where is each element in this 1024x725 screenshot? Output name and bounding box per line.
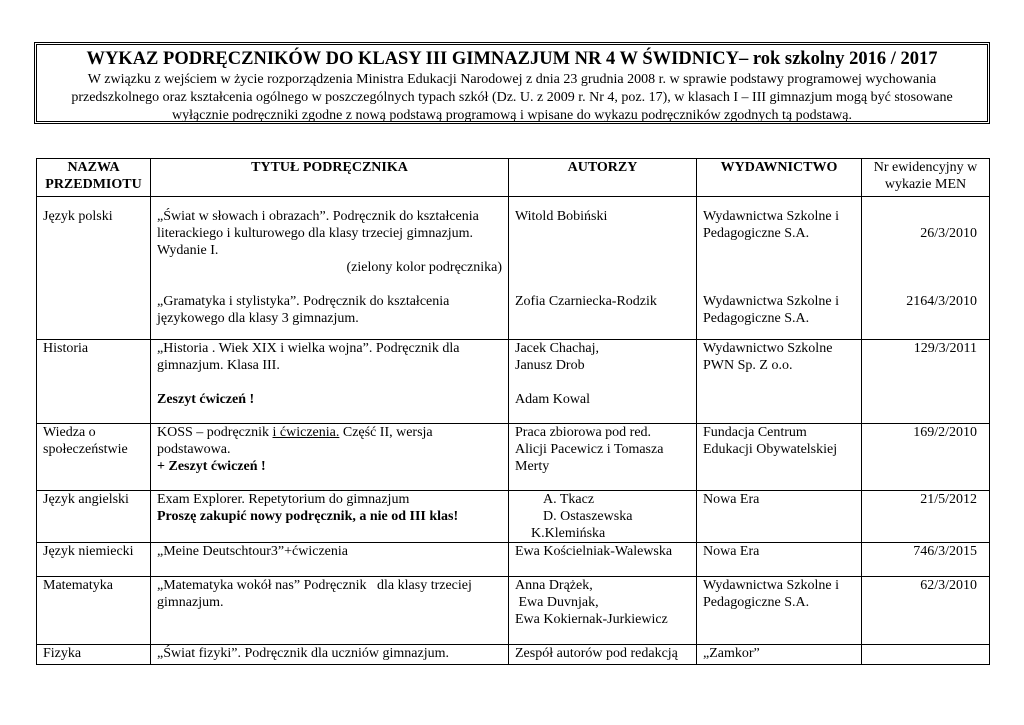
number-cell: 21/5/2012 (862, 491, 990, 543)
subject-cell: Wiedza o społeczeństwie (37, 424, 151, 491)
subject-cell: Język niemiecki (37, 543, 151, 577)
title-cell: Exam Explorer. Repetytorium do gimnazjum Proszę zakupić nowy podręcznik, a nie od III klas! (151, 491, 509, 543)
header-authors: AUTORZY (509, 159, 697, 197)
table-row (37, 424, 990, 491)
publisher-cell: Fundacja Centrum Edukacji Obywatelskiej (697, 424, 862, 491)
table-row (37, 577, 990, 645)
header-subject: NAZWA PRZEDMIOTU (37, 159, 151, 197)
table-row (37, 491, 990, 543)
table-row (37, 340, 990, 424)
publisher-cell: Wydawnictwa Szkolne i Pedagogiczne S.A. (697, 577, 862, 645)
publisher-cell: Nowa Era (697, 543, 862, 577)
table-row (37, 197, 990, 340)
publisher-cell: Wydawnictwa Szkolne i Pedagogiczne S.A. Wydawnictwa Szkolne i Pedagogiczne S.A. (697, 197, 862, 340)
title-cell: „Świat fizyki”. Podręcznik dla uczniów gimnazjum. (151, 645, 509, 665)
list-item: D. Ostaszewska (543, 509, 633, 524)
authors-cell: Witold Bobiński Zofia Czarniecka-Rodzik (509, 197, 697, 340)
authors-cell: Zespół autorów pod redakcją (509, 645, 697, 665)
publisher-cell: Wydawnictwo Szkolne PWN Sp. Z o.o. (697, 340, 862, 424)
header-publisher: WYDAWNICTWO (697, 159, 862, 197)
title-cell: „Historia . Wiek XIX i wielka wojna”. Podręcznik dla gimnazjum. Klasa III. Zeszyt ćwiczeń ! (151, 340, 509, 424)
number-cell: 169/2/2010 (862, 424, 990, 491)
document-title: WYKAZ PODRĘCZNIKÓW DO KLASY III GIMNAZJUM NR 4 W ŚWIDNICY– rok szkolny 2016 / 2017 (86, 49, 938, 69)
textbook-table (36, 158, 990, 665)
subject-cell: Fizyka (37, 645, 151, 665)
authors-cell: Ewa Kościelniak-Walewska (509, 543, 697, 577)
authors-cell: A. Tkacz D. Ostaszewska K.Klemińska (509, 491, 697, 543)
authors-cell: Jacek Chachaj, Janusz Drob Adam Kowal (509, 340, 697, 424)
number-cell: 129/3/2011 (862, 340, 990, 424)
number-cell: 746/3/2015 (862, 543, 990, 577)
title-cell: „Meine Deutschtour3”+ćwiczenia (151, 543, 509, 577)
intro-line: przedszkolnego oraz kształcenia ogólnego w poszczególnych typach szkół (Dz. U. z 2009 r. Nr 4, poz. 17), w klasach I – III gimnazjum mogą być stosowane (71, 90, 953, 105)
number-cell: 26/3/2010 2164/3/2010 (862, 197, 990, 340)
title-cell: „Matematyka wokół nas” Podręcznik dla klasy trzeciej gimnazjum. (151, 577, 509, 645)
header-title: TYTUŁ PODRĘCZNIKA (151, 159, 509, 197)
table-row (37, 543, 990, 577)
header-number: Nr ewidencyjny w wykazie MEN (862, 159, 990, 197)
exercise-note: + Zeszyt ćwiczeń ! (157, 459, 266, 474)
authors-cell: Praca zbiorowa pod red. Alicji Pacewicz i Tomasza Merty (509, 424, 697, 491)
number-cell (862, 645, 990, 665)
subject-cell: Matematyka (37, 577, 151, 645)
table-header-row (37, 159, 990, 197)
title-cell: KOSS – podręcznik i ćwiczenia. Część II, wersja podstawowa. + Zeszyt ćwiczeń ! (151, 424, 509, 491)
document-intro (37, 71, 987, 125)
title-cell: „Świat w słowach i obrazach”. Podręcznik do kształcenia literackiego i kulturowego dla klasy trzeciej gimnazjum. Wydanie I. (zielony kolor podręcznika) „Gramatyka i stylistyka”. Podręcznik do kształcenia językowego dla klasy 3 gimnazjum. (151, 197, 509, 340)
authors-cell: Anna Drążek, Ewa Duvnjak, Ewa Kokiernak-Jurkiewicz (509, 577, 697, 645)
number-cell: 62/3/2010 (862, 577, 990, 645)
author-list (515, 491, 690, 525)
publisher-cell: Nowa Era (697, 491, 862, 543)
intro-line: wyłącznie podręczniki zgodne z nową podstawą programową i wpisane do wykazu podręczników zgodnych tą podstawą. (172, 108, 852, 123)
subject-cell: Język angielski (37, 491, 151, 543)
exercise-note: Zeszyt ćwiczeń ! (157, 392, 255, 407)
document-header (34, 42, 990, 124)
intro-line: W związku z wejściem w życie rozporządzenia Ministra Edukacji Narodowej z dnia 23 grudnia 2008 r. w sprawie podstawy programowej wychowania (87, 72, 937, 87)
table-row (37, 645, 990, 665)
list-item: A. Tkacz (543, 492, 595, 507)
subject-cell: Język polski (37, 197, 151, 340)
subject-cell: Historia (37, 340, 151, 424)
purchase-note: Proszę zakupić nowy podręcznik, a nie od III klas! (157, 509, 459, 524)
publisher-cell: „Zamkor” (697, 645, 862, 665)
